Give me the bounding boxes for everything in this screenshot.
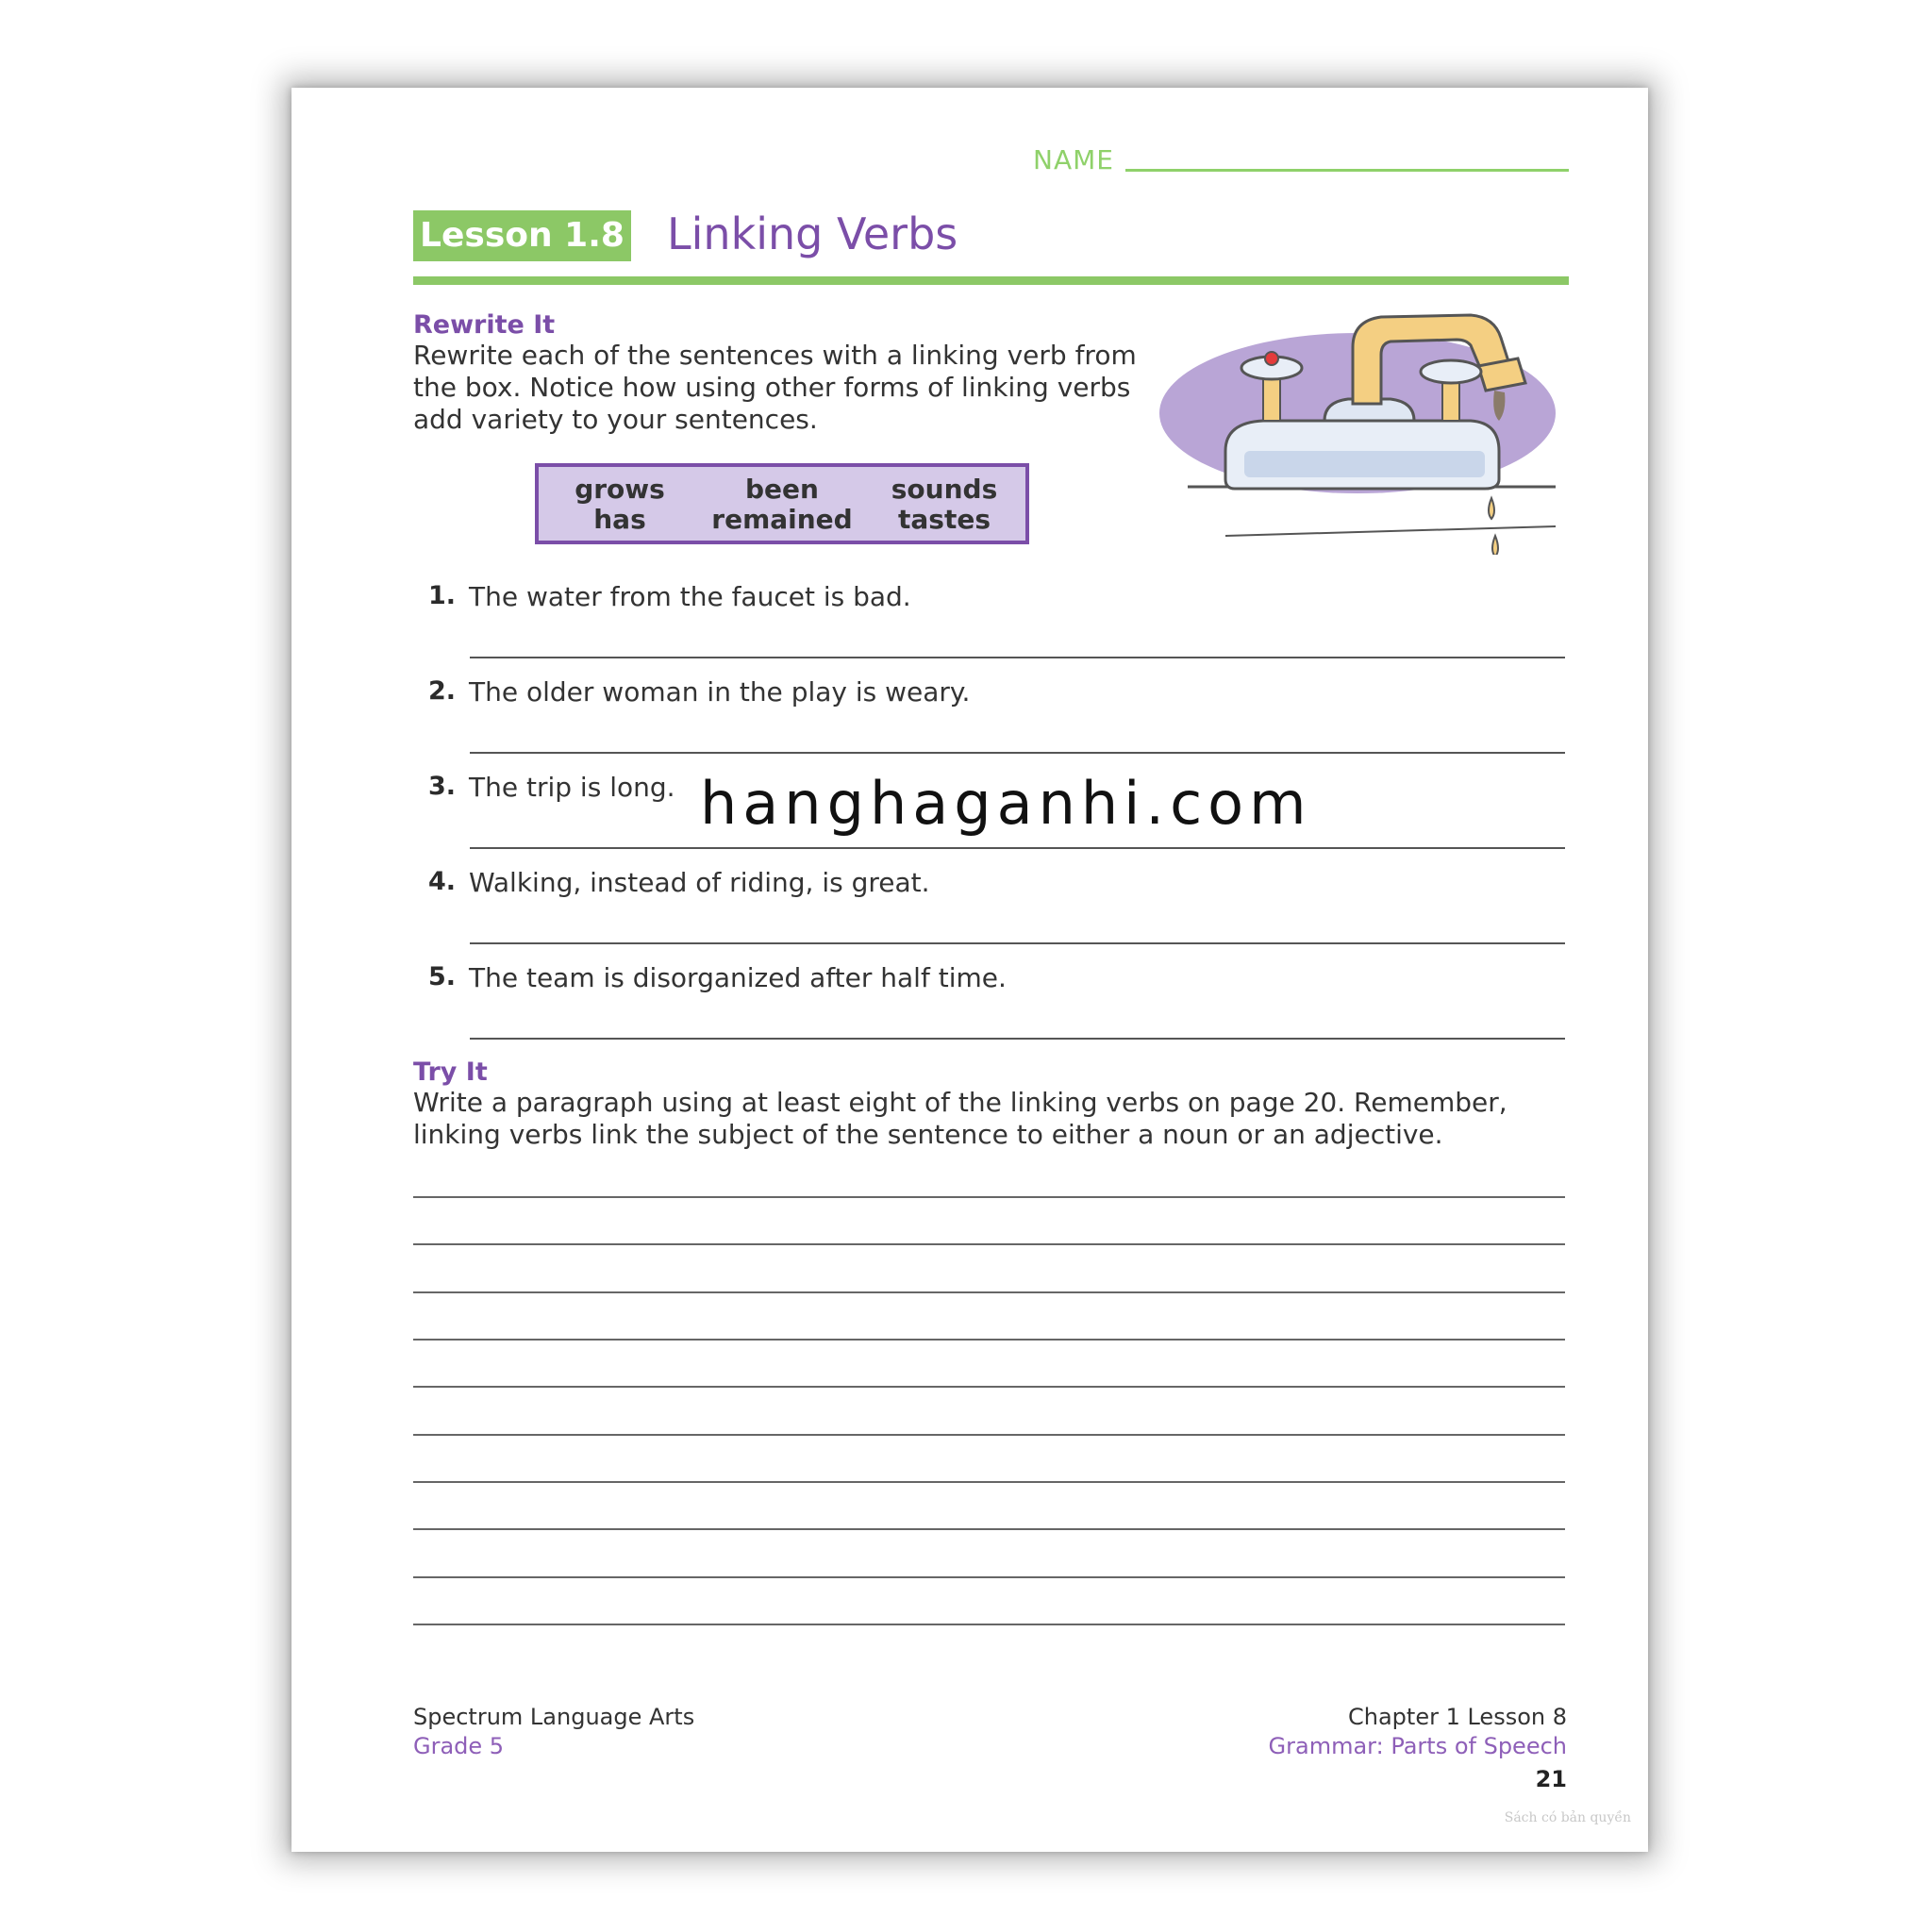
writing-line[interactable] — [413, 1339, 1565, 1341]
question-5 — [427, 962, 1007, 993]
writing-line[interactable] — [413, 1291, 1565, 1293]
writing-line[interactable] — [413, 1528, 1565, 1530]
try-it-instructions — [413, 1087, 1507, 1151]
name-label: NAME — [1033, 144, 1114, 175]
question-text: The water from the faucet is bad. — [469, 581, 911, 612]
question-text: Walking, instead of riding, is great. — [469, 867, 930, 898]
question-2 — [427, 676, 970, 708]
question-4 — [427, 867, 930, 898]
question-number: 1. — [427, 581, 456, 610]
question-3 — [427, 772, 675, 803]
writing-line[interactable] — [413, 1576, 1565, 1578]
faucet-illustration — [1159, 309, 1565, 555]
question-number: 3. — [427, 772, 456, 801]
rewrite-instruction-line: add variety to your sentences. — [413, 404, 818, 435]
footer-chapter: Chapter 1 Lesson 8 — [1348, 1704, 1567, 1730]
question-number: 5. — [427, 962, 456, 991]
writing-line[interactable] — [413, 1243, 1565, 1245]
writing-line[interactable] — [413, 1624, 1565, 1625]
word-box — [535, 463, 1029, 544]
word-box-item: has — [593, 504, 646, 535]
question-1 — [427, 581, 911, 612]
answer-line[interactable] — [470, 657, 1565, 658]
try-it-instruction-line: Write a paragraph using at least eight of the linking verbs on page 20. Remember, — [413, 1087, 1507, 1118]
footer-book-title: Spectrum Language Arts — [413, 1704, 695, 1730]
word-box-item: remained — [711, 504, 853, 535]
rewrite-heading: Rewrite It — [413, 310, 556, 340]
writing-line[interactable] — [413, 1196, 1565, 1198]
answer-line[interactable] — [470, 847, 1565, 849]
answer-line[interactable] — [470, 1038, 1565, 1040]
answer-line[interactable] — [470, 942, 1565, 944]
question-number: 4. — [427, 867, 456, 896]
writing-line[interactable] — [413, 1386, 1565, 1388]
footer-topic: Grammar: Parts of Speech — [1268, 1733, 1567, 1759]
footer-grade: Grade 5 — [413, 1733, 505, 1759]
writing-line[interactable] — [413, 1481, 1565, 1483]
rewrite-instruction-line: Rewrite each of the sentences with a linking verb from — [413, 340, 1137, 371]
worksheet-page — [291, 88, 1648, 1852]
rewrite-instruction-line: the box. Notice how using other forms of linking verbs — [413, 372, 1131, 403]
question-text: The team is disorganized after half time. — [469, 962, 1007, 993]
word-box-item: been — [745, 474, 819, 505]
answer-line[interactable] — [470, 752, 1565, 754]
title-rule — [413, 276, 1569, 285]
lesson-badge: Lesson 1.8 — [413, 210, 631, 261]
rewrite-instructions — [413, 340, 1137, 436]
question-text: The trip is long. — [469, 772, 675, 803]
word-box-item: sounds — [891, 474, 998, 505]
copyright-note: Sách có bản quyền — [1504, 1810, 1631, 1825]
word-box-item: tastes — [898, 504, 991, 535]
writing-line[interactable] — [413, 1434, 1565, 1436]
word-box-item: grows — [575, 474, 665, 505]
watermark-text: hanghaganhi.com — [700, 769, 1312, 838]
try-it-heading: Try It — [413, 1058, 488, 1087]
try-it-instruction-line: linking verbs link the subject of the sentence to either a noun or an adjective. — [413, 1119, 1443, 1150]
question-number: 2. — [427, 676, 456, 706]
question-text: The older woman in the play is weary. — [469, 676, 971, 708]
name-line — [1125, 169, 1569, 172]
lesson-title: Linking Verbs — [667, 208, 958, 259]
page-number: 21 — [1535, 1766, 1567, 1792]
